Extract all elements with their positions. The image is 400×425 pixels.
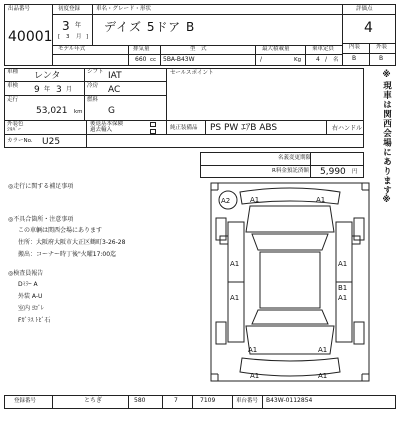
capacity-label: 最大積載量 bbox=[262, 46, 290, 52]
divider bbox=[52, 395, 53, 409]
exterior-value: B bbox=[379, 55, 384, 62]
shaken-month: 3 bbox=[56, 85, 62, 95]
shaken-unit-year: 年 bbox=[44, 86, 51, 93]
capacity-slash: / bbox=[260, 56, 263, 63]
reg-bracket-open: [ bbox=[58, 34, 61, 40]
sales-point-label: セールスポイント bbox=[170, 70, 214, 76]
type-value: 5BA-B43W bbox=[163, 56, 195, 63]
exterior-label: 外装 bbox=[376, 44, 388, 50]
color-code-value: U25 bbox=[42, 137, 61, 147]
footer-kana: 7 bbox=[174, 397, 178, 404]
damage-mark-left-front: A1 bbox=[230, 260, 240, 268]
car-name: デイズ 5ドア B bbox=[104, 20, 196, 34]
footer-class-no: 580 bbox=[134, 397, 146, 404]
damage-mark-right-front: A1 bbox=[338, 260, 348, 268]
divider bbox=[305, 45, 306, 66]
disp-value: 660 bbox=[135, 56, 147, 63]
shift-value: IAT bbox=[108, 71, 122, 81]
reg-bracket-close: ] bbox=[86, 34, 89, 40]
disp-label: 排気量 bbox=[133, 46, 150, 52]
divider bbox=[326, 120, 327, 134]
inspect-line-4: Fｶﾞﾗｽ ﾄﾋﾞ石 bbox=[18, 317, 51, 324]
equipment-value: PS PW ｴｱB ABS bbox=[210, 123, 278, 133]
side-note: ※現車は関西会場にあります※ bbox=[381, 70, 392, 206]
damage-mark-right-rear: A1 bbox=[338, 294, 348, 302]
fuel-label: 燃料 bbox=[87, 97, 99, 103]
caution-line-2: 住所：大阪府大阪市大正区鶴町3-26-28 bbox=[18, 239, 126, 246]
damage-mark-rear-bumper-left: A1 bbox=[250, 372, 260, 380]
divider bbox=[84, 68, 85, 120]
disp-unit: cc bbox=[150, 57, 157, 63]
divider bbox=[160, 45, 161, 66]
divider bbox=[92, 4, 93, 45]
color-value: ｼﾙﾊﾞｰ bbox=[7, 127, 21, 133]
divider bbox=[86, 120, 87, 148]
inspect-label: ◎検査員報告 bbox=[8, 270, 44, 277]
shaken-label: 車検 bbox=[7, 83, 19, 89]
mileage-label: 走行 bbox=[7, 97, 19, 103]
footer-chassis-label: 車台番号 bbox=[236, 398, 259, 404]
divider bbox=[262, 395, 263, 409]
inspect-line-3: 室内 ﾖｺﾞﾚ bbox=[18, 305, 44, 312]
footer-reg-label: 登録番号 bbox=[14, 398, 37, 404]
damage-mark-rear-right: A1 bbox=[318, 346, 328, 354]
name-label: 車名・グレード・形状 bbox=[96, 6, 152, 12]
divider bbox=[369, 43, 370, 66]
divider bbox=[255, 45, 256, 66]
equipment-label: 純正装備品 bbox=[170, 125, 198, 131]
damage-mark-left-rear: A1 bbox=[230, 294, 240, 302]
damage-mark-front-left: A1 bbox=[250, 196, 260, 204]
history-label1: 後退基本保険 bbox=[90, 121, 124, 127]
shaken-unit-month: 月 bbox=[66, 86, 73, 93]
divider bbox=[342, 14, 396, 15]
shift-label: シフト bbox=[87, 69, 104, 75]
divider bbox=[205, 120, 206, 134]
seats-slash: / bbox=[325, 56, 328, 63]
inspect-line-2: 外装 A-U bbox=[18, 293, 43, 300]
divider bbox=[166, 120, 167, 134]
footer-chassis-value: B43W-0112854 bbox=[266, 397, 313, 404]
capacity-unit: Kg bbox=[294, 57, 302, 63]
caution-line-1: この車輌は関西会場にあります bbox=[18, 227, 103, 234]
reg-unit-year: 年 bbox=[75, 22, 82, 29]
color-label: 外装色 bbox=[7, 121, 24, 127]
divider bbox=[128, 45, 129, 66]
lot-number: 40001 bbox=[8, 29, 53, 45]
reg-month: 3 bbox=[66, 34, 70, 40]
interior-value: B bbox=[352, 55, 357, 62]
interior-label: 内装 bbox=[349, 44, 361, 50]
class-value: レンタ bbox=[34, 71, 61, 81]
seats-unit: 名 bbox=[333, 57, 339, 63]
divider bbox=[52, 54, 342, 55]
divider bbox=[128, 395, 129, 409]
history-check-2 bbox=[150, 129, 156, 134]
history-check-1 bbox=[150, 122, 156, 127]
history-label2: 過去輸入 bbox=[90, 127, 113, 133]
reg-label: 初度登録 bbox=[58, 6, 81, 12]
footer-region: とちぎ bbox=[84, 397, 103, 404]
damage-mark-right-rear-b1: B1 bbox=[338, 284, 348, 292]
caution-line-3: 搬出：コーナー時丁後"火曜17:00迄 bbox=[18, 251, 117, 258]
damage-mark-a2: A2 bbox=[221, 197, 231, 205]
type-label: 型 式 bbox=[190, 46, 207, 52]
class-label: 車種 bbox=[7, 69, 19, 75]
damage-mark-rear-left: A1 bbox=[248, 346, 258, 354]
damage-mark-rear-bumper-right: A1 bbox=[318, 372, 328, 380]
inspect-line-1: Dﾐﾗｰ A bbox=[18, 281, 38, 288]
score-value: 4 bbox=[364, 20, 373, 36]
divider bbox=[4, 95, 166, 96]
mileage-unit: km bbox=[74, 109, 83, 115]
caution-label: ◎不具合箇所・注意事項 bbox=[8, 216, 74, 223]
reg-unit-month: 月 bbox=[76, 34, 82, 40]
fuel-value: G bbox=[108, 106, 115, 116]
ac-value: AC bbox=[108, 85, 121, 95]
damage-mark-front-right: A1 bbox=[316, 196, 326, 204]
repair-label: ◎走行に関する補足事項 bbox=[8, 183, 74, 190]
divider bbox=[52, 14, 342, 15]
footer-number: 7109 bbox=[200, 397, 216, 404]
divider bbox=[166, 68, 167, 120]
divider bbox=[4, 134, 364, 135]
recycle-unit: 円 bbox=[352, 169, 358, 175]
divider bbox=[200, 165, 364, 166]
mileage-value: 53,021 bbox=[36, 106, 68, 116]
handle-value: 右ハンドル bbox=[332, 125, 363, 132]
ac-label: 冷房 bbox=[87, 83, 99, 89]
recycle-value: 5,990 bbox=[320, 167, 346, 177]
seats-label: 乗車定員 bbox=[312, 46, 335, 52]
recycle-label1: 名義変更期限 bbox=[278, 155, 312, 161]
seats-value: 4 bbox=[316, 56, 320, 63]
lot-no-label: 出品番号 bbox=[8, 6, 31, 12]
model-label: モデル年式 bbox=[58, 46, 86, 52]
divider bbox=[192, 395, 193, 409]
divider bbox=[162, 395, 163, 409]
divider bbox=[342, 53, 396, 54]
recycle-label2: R料金預託済額 bbox=[272, 168, 309, 174]
reg-year: 3 bbox=[62, 19, 70, 33]
divider bbox=[4, 81, 166, 82]
color-code-label: カラーNo. bbox=[7, 138, 33, 144]
divider bbox=[4, 120, 364, 121]
car-diagram bbox=[210, 182, 370, 382]
divider bbox=[232, 395, 233, 409]
shaken-year: 9 bbox=[34, 85, 40, 95]
score-label: 評価点 bbox=[356, 6, 373, 12]
